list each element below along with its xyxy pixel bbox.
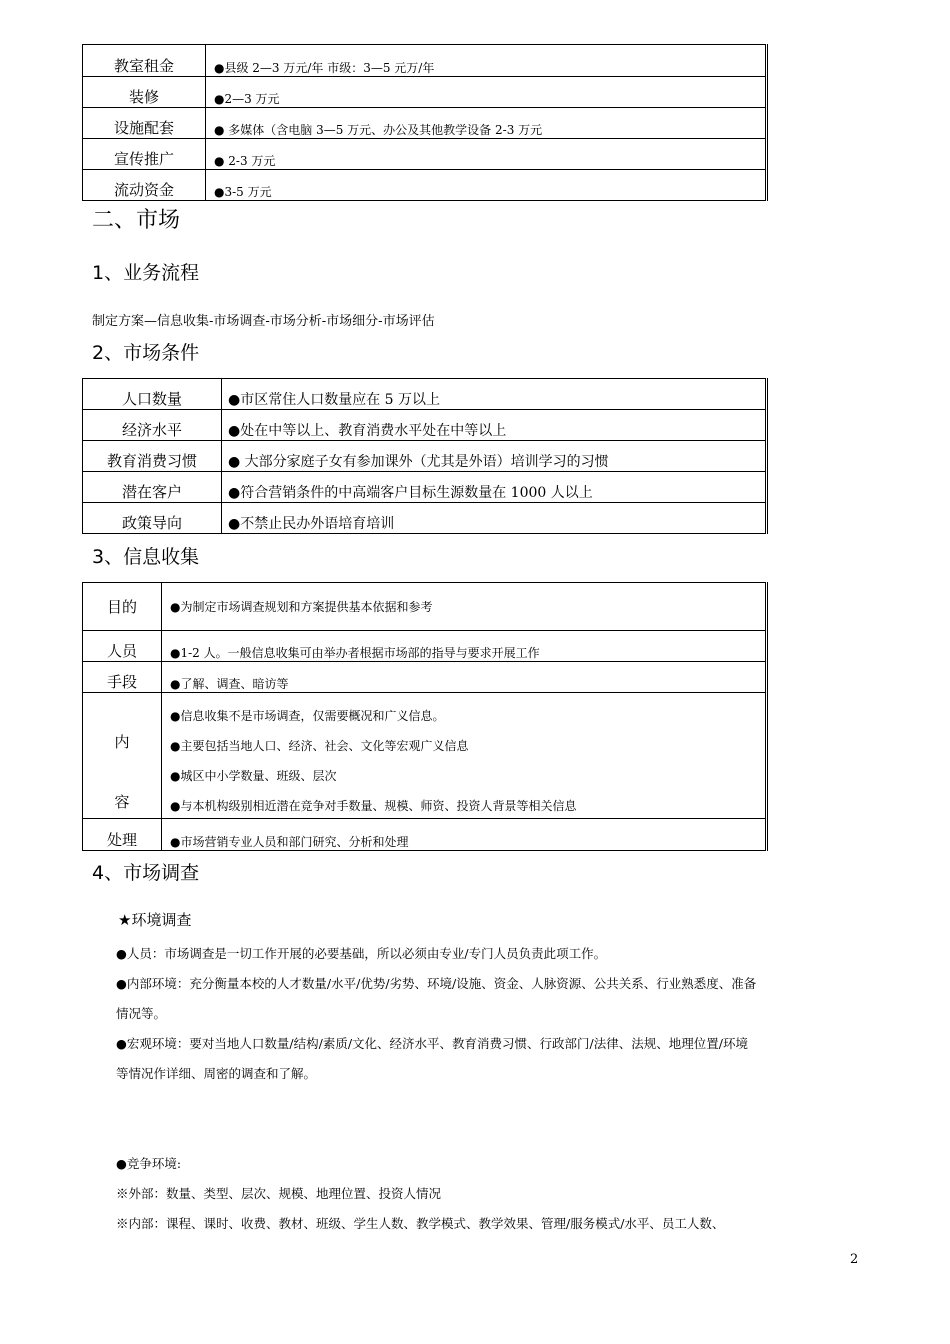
page-number: 2 xyxy=(850,1252,859,1267)
body-line: ※外部：数量、类型、层次、规模、地理位置、投资人情况 xyxy=(116,1186,442,1201)
condition-label: 教育消费习惯 xyxy=(83,441,222,472)
content-label-char: 容 xyxy=(114,793,130,811)
cost-table xyxy=(82,44,768,201)
cost-value: ●县级 2—3 万元/年 市级：3—5 元万/年 xyxy=(206,45,767,77)
process-flow-text: 制定方案—信息收集-市场调查-市场分析-市场细分-市场评估 xyxy=(92,314,435,329)
subsection-heading: 3、信息收集 xyxy=(92,546,200,568)
condition-value: ●符合营销条件的中高端客户目标生源数量在 1000 人以上 xyxy=(222,472,767,503)
info-label-content xyxy=(83,693,162,819)
body-line: 情况等。 xyxy=(116,1006,167,1021)
condition-value: ●不禁止民办外语培育培训 xyxy=(222,503,767,534)
condition-label: 政策导向 xyxy=(83,503,222,534)
subsection-heading: 2、市场条件 xyxy=(92,342,200,364)
body-line: 等情况作详细、周密的调查和了解。 xyxy=(116,1066,317,1081)
condition-value: ●处在中等以上、教育消费水平处在中等以上 xyxy=(222,410,767,441)
content-label-char: 内 xyxy=(114,733,130,751)
body-line: ※内部：课程、课时、收费、教材、班级、学生人数、教学模式、教学效果、管理/服务模式/水平、员工人数、 xyxy=(116,1216,725,1231)
info-value: ●为制定市场调查规划和方案提供基本依据和参考 xyxy=(162,583,767,631)
content-item: ●主要包括当地人口、经济、社会、文化等宏观广义信息 xyxy=(170,739,469,753)
info-value: ●1-2 人。一般信息收集可由举办者根据市场部的指导与要求开展工作 xyxy=(162,631,767,662)
info-label: 处理 xyxy=(83,819,162,851)
condition-label: 潜在客户 xyxy=(83,472,222,503)
content-item: ●信息收集不是市场调查，仅需要概况和广义信息。 xyxy=(170,709,445,723)
body-line: ●宏观环境：要对当地人口数量/结构/素质/文化、经济水平、教育消费习惯、行政部门/法律、法规、地理位置/环境 xyxy=(116,1036,748,1051)
section-heading: 二、市场 xyxy=(92,208,181,233)
condition-label: 经济水平 xyxy=(83,410,222,441)
subsection-heading: 4、市场调查 xyxy=(92,862,200,884)
cost-value: ●3-5 万元 xyxy=(206,170,767,201)
env-title: ★环境调查 xyxy=(118,911,192,929)
condition-value: ● 大部分家庭子女有参加课外（尤其是外语）培训学习的习惯 xyxy=(222,441,767,472)
cost-label: 流动资金 xyxy=(83,170,206,201)
cost-label: 设施配套 xyxy=(83,108,206,139)
content-item: ●城区中小学数量、班级、层次 xyxy=(170,769,337,783)
cost-value: ● 2-3 万元 xyxy=(206,139,767,170)
info-label: 手段 xyxy=(83,662,162,693)
condition-label: 人口数量 xyxy=(83,379,222,410)
info-value: ●了解、调查、暗访等 xyxy=(162,662,767,693)
info-value: ●市场营销专业人员和部门研究、分析和处理 xyxy=(162,819,767,851)
condition-value: ●市区常住人口数量应在 5 万以上 xyxy=(222,379,767,410)
conditions-table xyxy=(82,378,768,534)
info-label: 目的 xyxy=(83,583,162,631)
body-line: ●内部环境：充分衡量本校的人才数量/水平/优势/劣势、环境/设施、资金、人脉资源、公共关系、行业熟悉度、准备 xyxy=(116,976,757,991)
info-table xyxy=(82,582,768,851)
subsection-heading: 1、业务流程 xyxy=(92,262,200,284)
cost-value: ●2—3 万元 xyxy=(206,77,767,108)
info-content-list xyxy=(162,693,767,819)
content-item: ●与本机构级别相近潜在竞争对手数量、规模、师资、投资人背景等相关信息 xyxy=(170,799,577,813)
body-line: ●人员：市场调查是一切工作开展的必要基础，所以必须由专业/专门人员负责此项工作。 xyxy=(116,946,607,961)
cost-label: 教室租金 xyxy=(83,45,206,77)
cost-label: 宣传推广 xyxy=(83,139,206,170)
info-label: 人员 xyxy=(83,631,162,662)
cost-label: 装修 xyxy=(83,77,206,108)
cost-value: ● 多媒体（含电脑 3—5 万元、办公及其他教学设备 2-3 万元 xyxy=(206,108,767,139)
body-line: ●竞争环境: xyxy=(116,1156,182,1171)
